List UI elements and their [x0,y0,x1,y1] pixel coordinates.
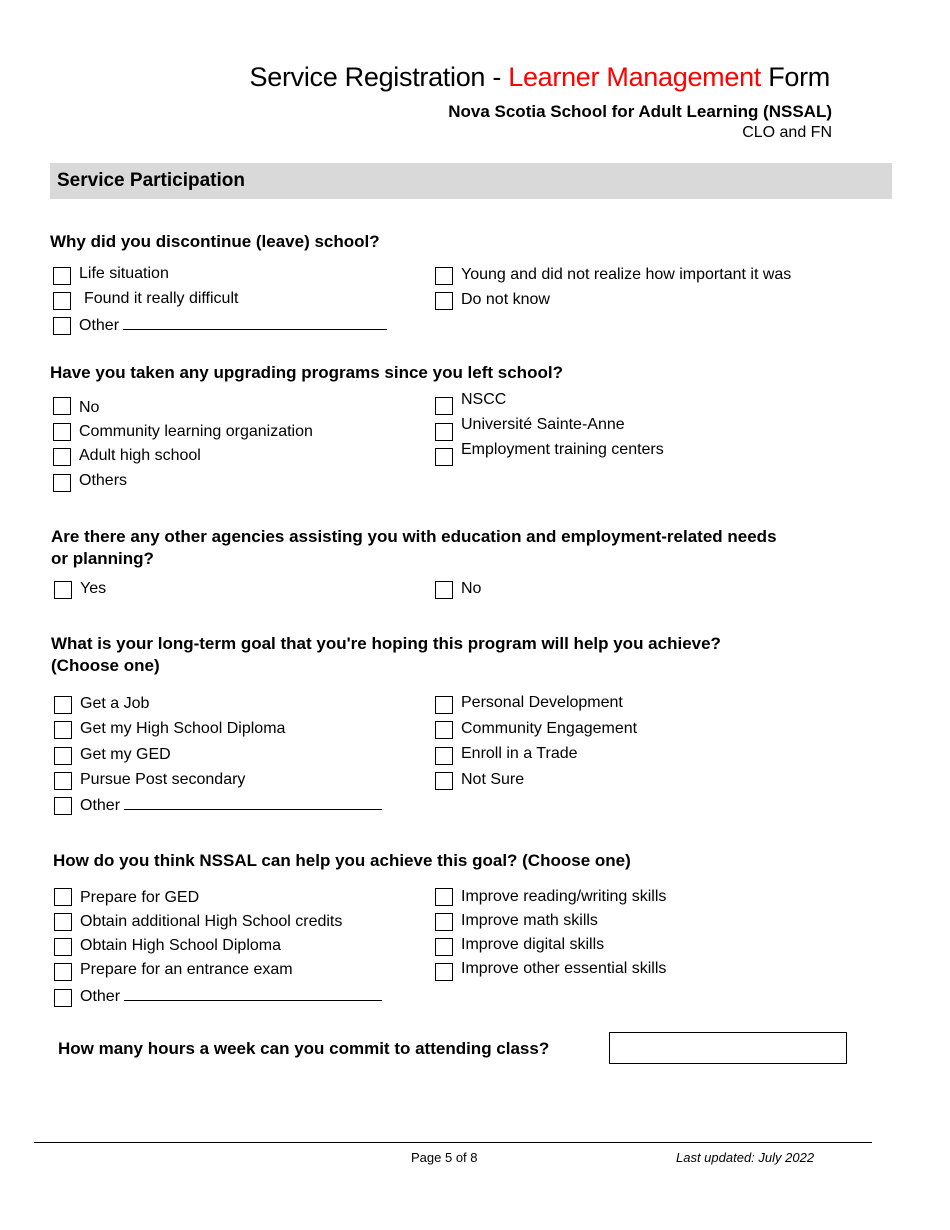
option-label: Get my GED [80,746,171,763]
option-label: Enroll in a Trade [461,745,578,762]
checkbox-community-engagement[interactable] [435,721,453,739]
question-line: What is your long-term goal that you're hoping this program will help you achieve? [51,634,721,653]
option-label: Improve other essential skills [461,960,667,977]
question-leave-school: Why did you discontinue (leave) school? [50,232,380,251]
option-label: Other [79,317,120,334]
title-part3: Form [761,62,830,92]
option-label: Life situation [79,265,169,282]
option-label: Prepare for an entrance exam [80,961,293,978]
footer-divider [34,1142,872,1143]
section-header [50,163,892,199]
checkbox-universite-sainte-anne[interactable] [435,423,453,441]
option-label: Do not know [461,291,550,308]
checkbox-post-secondary[interactable] [54,772,72,790]
checkbox-enroll-trade[interactable] [435,747,453,765]
option-label: NSCC [461,391,507,408]
checkbox-digital-skills[interactable] [435,938,453,956]
checkbox-entrance-exam[interactable] [54,963,72,981]
option-label: Not Sure [461,771,525,788]
checkbox-essential-skills[interactable] [435,963,453,981]
checkbox-life-situation[interactable] [53,267,71,285]
question-upgrading: Have you taken any upgrading programs since you left school? [50,363,563,382]
checkbox-do-not-know[interactable] [435,292,453,310]
option-label: Yes [80,580,107,597]
checkbox-employment-training[interactable] [435,448,453,466]
option-label: No [79,399,100,416]
option-label: Found it really difficult [84,290,239,307]
option-label: Personal Development [461,694,623,711]
checkbox-other-help[interactable] [54,989,72,1007]
checkbox-nscc[interactable] [435,397,453,415]
last-updated: Last updated: July 2022 [676,1150,815,1165]
title-part2: Learner Management [508,62,761,92]
checkbox-additional-credits[interactable] [54,913,72,931]
checkbox-other-goal[interactable] [54,797,72,815]
option-label: Improve math skills [461,912,598,929]
checkbox-community-learning[interactable] [53,423,71,441]
option-label: Prepare for GED [80,889,200,906]
checkbox-others[interactable] [53,474,71,492]
option-other [80,986,382,1007]
page-number: Page 5 of 8 [411,1150,478,1165]
checkbox-no[interactable] [53,397,71,415]
question-line: (Choose one) [51,656,160,675]
checkbox-obtain-diploma[interactable] [54,938,72,956]
option-label: Community learning organization [79,423,313,440]
checkbox-get-a-job[interactable] [54,696,72,714]
option-label: Other [80,797,121,814]
question-long-term-goal [51,633,721,677]
checkbox-adult-high-school[interactable] [53,448,71,466]
option-other [79,315,387,336]
question-hours-per-week: How many hours a week can you commit to attending class? [58,1039,550,1058]
organization-name: Nova Scotia School for Adult Learning (NSSAL) [448,102,832,121]
checkbox-yes[interactable] [54,581,72,599]
question-nssal-help: How do you think NSSAL can help you achieve this goal? (Choose one) [53,851,631,870]
question-line: Are there any other agencies assisting you with education and employment-related needs [51,527,777,546]
checkbox-personal-development[interactable] [435,696,453,714]
option-label: Community Engagement [461,720,638,737]
other-goal-field[interactable] [124,795,382,810]
checkbox-math-skills[interactable] [435,913,453,931]
other-help-field[interactable] [124,986,382,1001]
title-part1: Service Registration - [249,62,509,92]
option-label: Adult high school [79,447,201,464]
question-other-agencies [51,526,777,570]
checkbox-high-school-diploma[interactable] [54,721,72,739]
option-label: Young and did not realize how important it was [461,266,792,283]
hours-input[interactable] [609,1032,847,1064]
option-label: Improve digital skills [461,936,605,953]
option-label: Improve reading/writing skills [461,888,667,905]
other-reason-field[interactable] [123,315,387,330]
checkbox-reading-writing[interactable] [435,888,453,906]
location-label: CLO and FN [742,124,832,141]
option-label: Get my High School Diploma [80,720,286,737]
option-label: Employment training centers [461,441,664,458]
question-line: or planning? [51,549,154,568]
checkbox-ged[interactable] [54,747,72,765]
checkbox-other-reason[interactable] [53,317,71,335]
checkbox-not-sure[interactable] [435,772,453,790]
option-label: Pursue Post secondary [80,771,246,788]
option-label: Obtain High School Diploma [80,937,281,954]
option-label: Obtain additional High School credits [80,913,343,930]
checkbox-found-difficult[interactable] [53,292,71,310]
checkbox-prepare-ged[interactable] [54,888,72,906]
option-label: Others [79,472,128,489]
option-label: Université Sainte-Anne [461,416,625,433]
option-label: Get a Job [80,695,150,712]
option-label: Other [80,988,121,1005]
checkbox-no[interactable] [435,581,453,599]
form-title [250,62,830,93]
section-title: Service Participation [57,170,245,191]
option-other [80,795,382,816]
option-label: No [461,580,482,597]
checkbox-young[interactable] [435,267,453,285]
